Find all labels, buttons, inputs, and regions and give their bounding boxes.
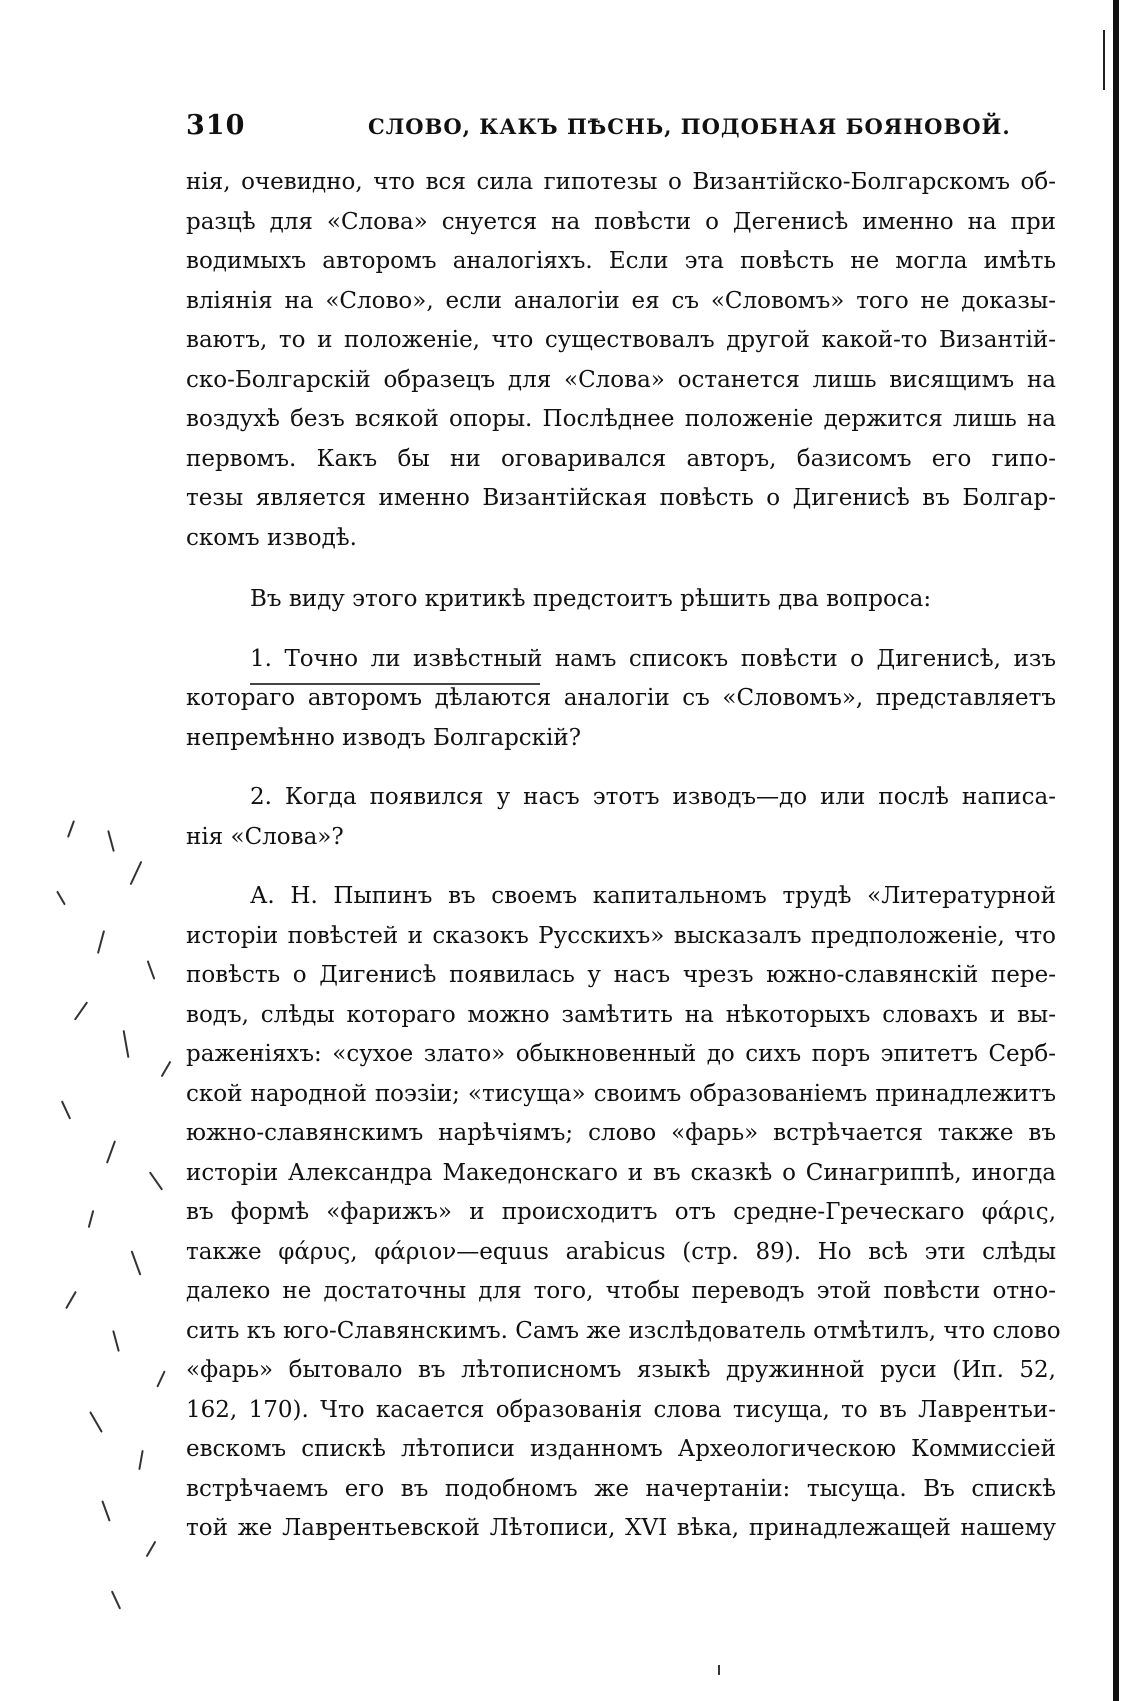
page-body [186, 163, 1061, 1549]
text-line: 2. Когда появился у насъ этотъ изводъ—до или послѣ написа- [250, 784, 1056, 810]
question-2 [186, 778, 1056, 857]
paragraph-1 [186, 163, 1056, 558]
text-line: ско-Болгарскій образецъ для «Слова» останется лишь висящимъ на [186, 366, 1056, 393]
paragraph-3 [186, 877, 1061, 1549]
text-line: встрѣчаемъ его въ подобномъ же начертаніи: тысуща. Въ спискѣ [186, 1475, 1056, 1502]
text-line: котораго авторомъ дѣлаются аналогіи съ «Словомъ», представляетъ [186, 685, 1056, 711]
text-line: раженіяхъ: «сухое злато» обыкновенный до сихъ поръ эпитетъ Серб- [186, 1041, 1056, 1067]
text-line: исторіи Александра Македонскаго и въ сказкѣ о Синагриппѣ, иногда [186, 1159, 1056, 1186]
text-line: повѣсть о Дигенисѣ появилась у насъ чрезъ южно-славянскій пере- [186, 962, 1056, 988]
pencil-underline [250, 683, 540, 685]
text-line: тезы является именно Византійская повѣсть о Дигенисѣ въ Болгар- [186, 485, 1056, 511]
text-line: скомъ изводѣ. [186, 524, 357, 551]
text-line: разцѣ для «Слова» снуется на повѣсти о Дегенисѣ именно на при [186, 208, 1056, 235]
text-line: 162, 170). Что касается образованія слова тисуща, то въ Лаврентьи- [186, 1396, 1056, 1423]
text-line: «фарь» бытовало въ лѣтописномъ языкѣ дружинной руси (Ип. 52, [186, 1357, 1056, 1383]
text-line: 1. Точно ли извѣстный намъ списокъ повѣсти о Дигенисѣ, изъ [250, 645, 1056, 672]
text-line: также φάρυς, φάριον—equus arabicus (стр. 89). Но всѣ эти слѣды [186, 1238, 1056, 1265]
text-line: ской народной поэзіи; «тисуща» своимъ образованіемъ принадлежитъ [186, 1080, 1056, 1107]
text-line: водъ, слѣды котораго можно замѣтить на нѣкоторыхъ словахъ и вы- [186, 1001, 1056, 1028]
text-line: евскомъ спискѣ лѣтописи изданномъ Археологическою Коммиссіей [186, 1436, 1056, 1462]
text-line: исторіи повѣстей и сказокъ Русскихъ» высказалъ предположеніе, что [186, 922, 1056, 949]
paragraph-2 [186, 580, 1056, 620]
text-line: непремѣнно изводъ Болгарскій? [186, 724, 582, 751]
text-line: нія, очевидно, что вся сила гипотезы о Византійско-Болгарскомъ об- [186, 169, 1056, 195]
text-line: той же Лаврентьевской Лѣтописи, XVI вѣка, принадлежащей нашему [186, 1515, 1056, 1541]
text-line: сить къ юго-Славянскимъ. Самъ же изслѣдователь отмѣтилъ, что слово [186, 1317, 1061, 1344]
margin-pencil-marks [40, 820, 190, 1640]
text-line: воздухѣ безъ всякой опоры. Послѣднее положеніе держится лишь на [186, 406, 1056, 432]
running-title: СЛОВО, КАКЪ ПѢСНЬ, ПОДОБНАЯ БОЯНОВОЙ. [368, 114, 1011, 139]
text-line: далеко не достаточны для того, чтобы переводъ этой повѣсти отно- [186, 1278, 1056, 1304]
text-line: въ формѣ «фарижъ» и происходитъ отъ средне-Греческаго φάρις, [186, 1199, 1056, 1225]
text-line: первомъ. Какъ бы ни оговаривался авторъ, базисомъ его гипо- [186, 445, 1056, 472]
text-line: вліянія на «Слово», если аналогіи ея съ «Словомъ» того не доказы- [186, 287, 1056, 314]
text-line: А. Н. Пыпинъ въ своемъ капитальномъ трудѣ «Литературной [250, 883, 1056, 909]
text-line: нія «Слова»? [186, 823, 344, 850]
page-edge-mark [1103, 30, 1105, 90]
page-mark [718, 1665, 720, 1675]
page-edge-shadow [1113, 0, 1119, 1701]
page-header [186, 110, 1056, 144]
question-1 [186, 640, 1056, 759]
text-line: южно-славянскимъ нарѣчіямъ; слово «фарь» встрѣчается также въ [186, 1120, 1056, 1146]
text-line: ваютъ, то и положеніе, что существовалъ другой какой-то Византій- [186, 327, 1056, 353]
text-line: водимыхъ авторомъ аналогіяхъ. Если эта повѣсть не могла имѣть [186, 248, 1056, 274]
page-number: 310 [186, 110, 246, 141]
text-line: Въ виду этого критикѣ предстоитъ рѣшить два вопроса: [250, 586, 932, 612]
